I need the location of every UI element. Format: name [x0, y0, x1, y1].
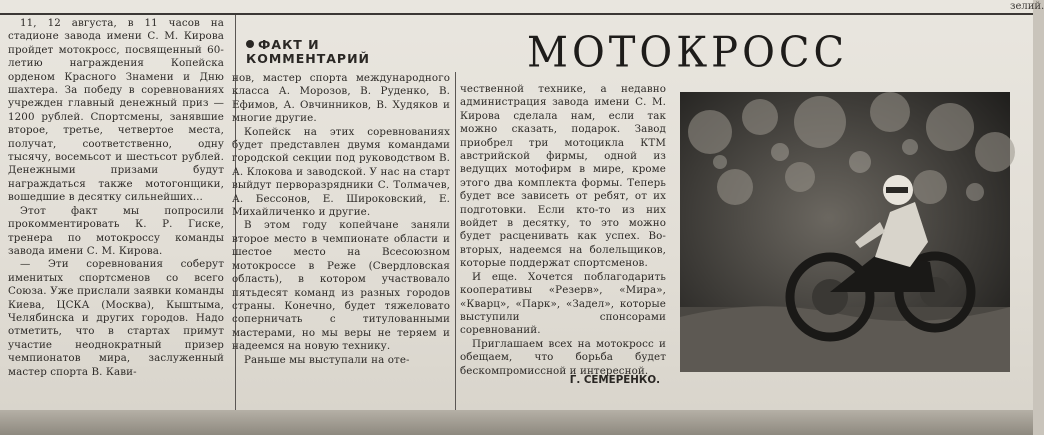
col2-paragraph: нов, мастер спорта международного класса А. Морозов, В. Руденко, В. Ефимов, А. Овчинников, В. Худяков и многие другие. [232, 72, 450, 125]
article-column-2 [232, 72, 450, 410]
col1-paragraph: — Эти соревнования соберут именитых спортсменов со всего Союза. Уже прислали заявки команды Киева, ЦСКА (Москва), Кыштыма, Челябинска и других городов. Надо отметить, что в стартах примут участие неоднократный призер чемпионатов мира, заслуженный мастер спорта В. Кави- [8, 258, 224, 378]
article-column-3 [460, 83, 666, 377]
article-headline: МОТОКРОСС [527, 28, 849, 78]
col3-paragraph: Приглашаем всех на мотокросс и обещаем, что борьба будет бескомпромиссной и интересной. [460, 337, 666, 377]
photo-illustration [680, 92, 1010, 372]
article-signature: Г. СЕМЕРЕНКО. [569, 374, 660, 386]
col2-paragraph: В этом году копейчане заняли второе место в чемпионате области и шестое место на Всесоюзном мотокроссе в Реже (Свердловская область), в котором участвовало пятьдесят команд из разных городов страны. Конечно, будет тяжеловато соперничать с титулованными мастерами, но мы веры не теряем и надеемся на новую технику. [232, 219, 450, 353]
top-right-remnant: зелий. [1010, 1, 1044, 12]
col1-paragraph: 11, 12 августа, в 11 часов на стадионе завода имени С. М. Кирова пройдет мотокросс, посвященный 60-летию награждения Копейска орденом Красного Знамени и Дню шахтера. За победу в соревнованиях учрежден главный денежный приз — 1200 рублей. Спортсмены, занявшие второе, третье, четвертое места, получат, соответственно, одну тысячу, восемьсот и шестьсот рублей. Денежными призами будут награждаться также мотогонщики, вошедшие в десятку сильнейших... [8, 17, 224, 204]
rubric-line-1: ФАКТ И [258, 37, 320, 52]
page-edge-shadow [0, 410, 1033, 435]
col1-paragraph: Этот факт мы попросили прокомментировать К. Р. Гиске, тренера по мотокроссу команды завода имени С. М. Кирова. [8, 204, 224, 257]
top-rule [0, 13, 1033, 15]
col3-paragraph: чественной технике, а недавно администрация завода имени С. М. Кирова сделала нам, если так можно сказать, подарок. Завод приобрел три мотоцикла КТМ австрийской фирмы, одной из ведущих мотофирм в мире, кроме этого два комплекта формы. Теперь будет все зависеть от ребят, от их подготовки. Если кто-то из них войдет в десятку, то это можно будет расценивать как успех. Во-вторых, надеемся на болельщиков, которые поддержат спортсменов. [460, 83, 666, 270]
article-column-1 [8, 17, 224, 409]
rubric-line-2: КОММЕНТАРИЙ [246, 51, 371, 66]
col3-paragraph: И еще. Хочется поблагодарить кооперативы «Резерв», «Мира», «Кварц», «Парк», «Задел», которые выступили спонсорами соревнований. [460, 270, 666, 337]
col2-paragraph: Копейск на этих соревнованиях будет представлен двумя командами городской секции под руководством В. А. Клокова и заводской. У нас на старт выйдут перворазрядники С. Толмачев, А. Бессонов, Е. Широковский, Е. Михайличенко и другие. [232, 125, 450, 219]
col2-paragraph: Раньше мы выступали на оте- [244, 353, 410, 366]
column-divider [455, 72, 456, 410]
motocross-rider-photo [680, 92, 1010, 372]
rubric-fact-and-comment [246, 38, 406, 66]
bullet-icon [246, 40, 254, 48]
